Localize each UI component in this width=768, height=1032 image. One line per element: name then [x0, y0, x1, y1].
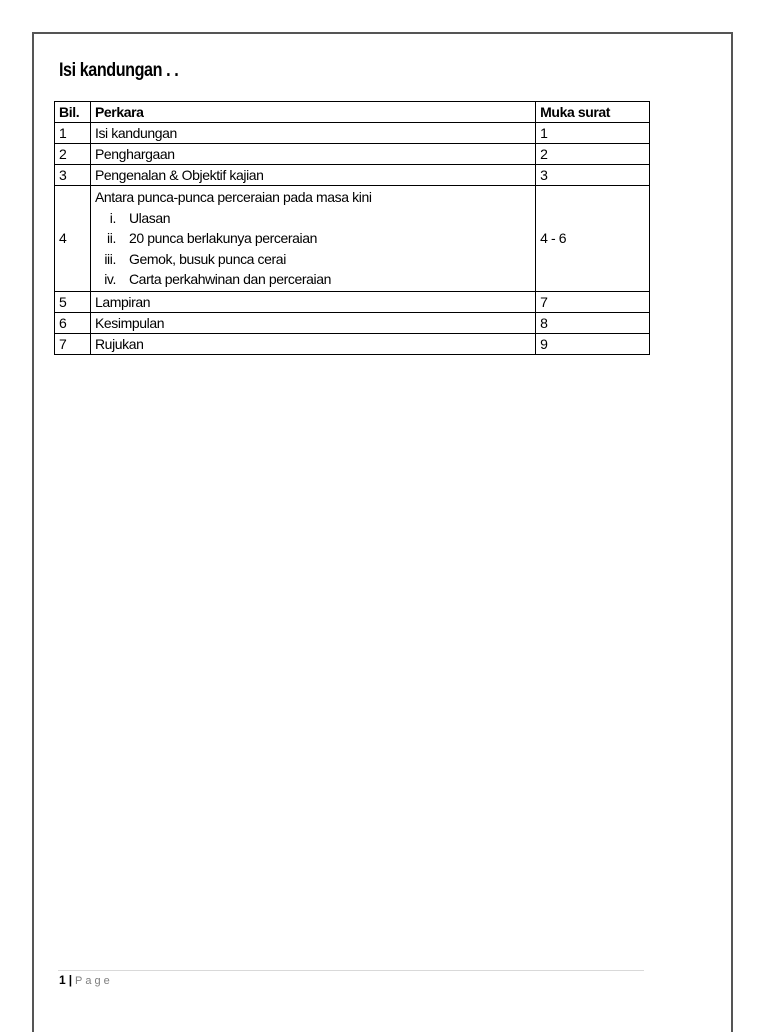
row-number: 2 — [55, 144, 91, 165]
row-item: Rujukan — [90, 333, 535, 354]
sub-list-numeral: i. — [109, 209, 116, 226]
table-header-row — [55, 102, 650, 123]
row-number: 5 — [55, 291, 91, 312]
sub-list-text: Carta perkahwinan dan perceraian — [128, 271, 331, 287]
sub-list-numeral: ii. — [107, 230, 116, 246]
table-row — [55, 144, 650, 165]
sub-list-numeral: iii. — [104, 250, 116, 267]
row-number: 3 — [55, 165, 91, 186]
sub-list-text: Ulasan — [128, 209, 171, 226]
row-number: 6 — [55, 312, 91, 333]
sub-list-text: Gemok, busuk punca cerai — [128, 250, 286, 267]
table-row — [55, 165, 650, 186]
sub-list-item — [95, 269, 531, 290]
table-row — [55, 291, 650, 312]
row-number: 4 — [55, 186, 91, 292]
row-number: 1 — [55, 123, 91, 144]
row-item-title: Antara punca-punca perceraian pada masa kini — [94, 189, 372, 205]
sub-list-item — [95, 228, 531, 249]
sub-list-item — [95, 208, 531, 229]
row-page: 4 - 6 — [536, 186, 650, 292]
row-page: 3 — [536, 165, 650, 186]
row-item: Penghargaan — [90, 144, 535, 165]
row-item: Lampiran — [90, 291, 535, 312]
row-number: 7 — [55, 333, 91, 354]
row-page: 7 — [536, 291, 650, 312]
table-row — [55, 123, 650, 144]
row-page: 8 — [536, 312, 650, 333]
row-item — [90, 186, 535, 292]
header-bil: Bil. — [55, 102, 91, 123]
table-row — [55, 186, 650, 292]
row-item: Kesimpulan — [90, 312, 535, 333]
row-page: 2 — [536, 144, 650, 165]
row-item: Pengenalan & Objektif kajian — [90, 165, 535, 186]
footer-page-label: Page — [75, 975, 113, 987]
table-row — [55, 312, 650, 333]
row-page: 9 — [536, 333, 650, 354]
sub-list-numeral: iv. — [104, 271, 116, 287]
table-row — [55, 333, 650, 354]
footer-page-number: 1 — [59, 973, 66, 987]
row-item: Isi kandungan — [90, 123, 535, 144]
header-perkara: Perkara — [90, 102, 535, 123]
contents-table — [54, 101, 650, 355]
page-title: Isi kandungan . . — [59, 60, 179, 81]
page-footer — [59, 973, 113, 987]
header-muka-surat: Muka surat — [536, 102, 650, 123]
footer-separator: | — [68, 973, 73, 987]
sub-list-item — [95, 249, 531, 270]
row-page: 1 — [536, 123, 650, 144]
sub-list-text: 20 punca berlakunya perceraian — [128, 230, 317, 246]
footer-divider — [58, 970, 644, 971]
